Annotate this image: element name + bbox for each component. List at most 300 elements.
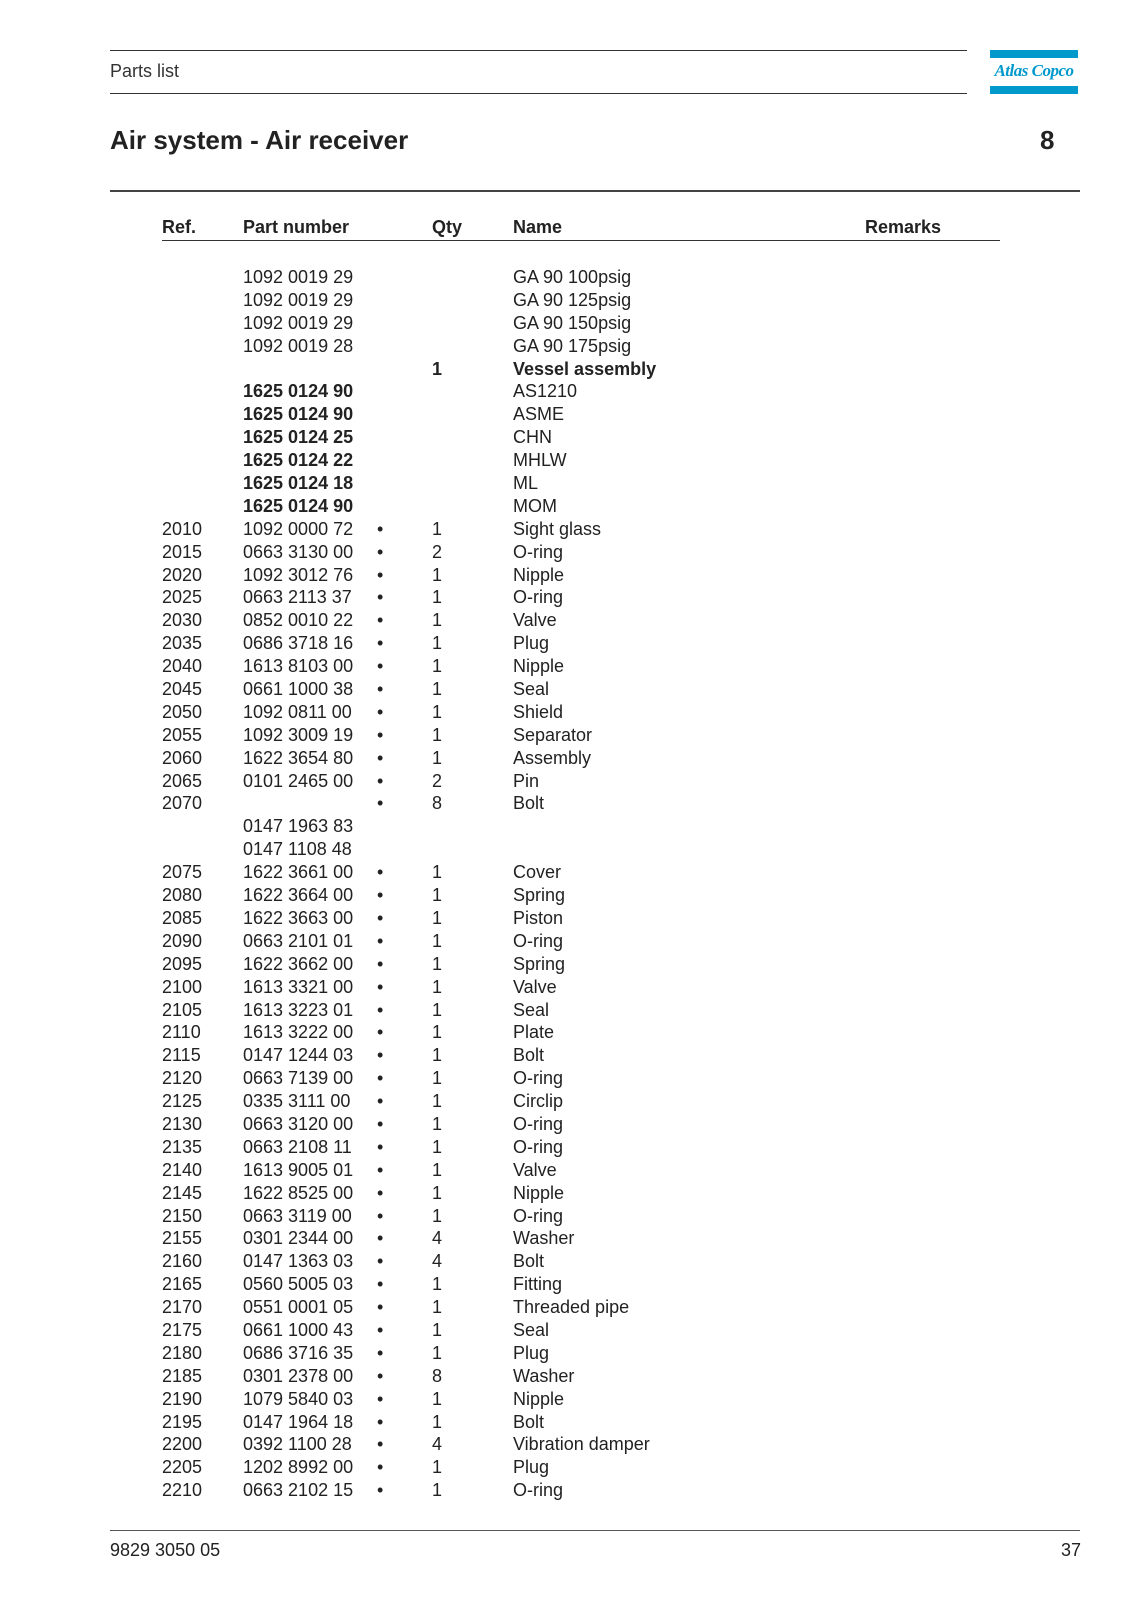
ref-cell: 2060	[162, 747, 203, 768]
name-cell: Nipple	[513, 1182, 565, 1203]
bullet-marker: •	[377, 518, 384, 539]
name-cell: O-ring	[513, 1068, 564, 1089]
table-row	[0, 1411, 1131, 1434]
part-number-cell: 0147 1963 83	[243, 816, 354, 837]
bullet-marker: •	[377, 1068, 384, 1089]
table-row	[0, 976, 1131, 999]
bullet-marker: •	[377, 1251, 384, 1272]
part-number-cell: 1622 3661 00	[243, 862, 354, 883]
ref-cell: 2180	[162, 1342, 203, 1363]
ref-cell: 2120	[162, 1068, 203, 1089]
table-row	[0, 1342, 1131, 1365]
table-row	[0, 1365, 1131, 1388]
table-row	[0, 1136, 1131, 1159]
table-row	[0, 1044, 1131, 1067]
table-row	[0, 541, 1131, 564]
ref-cell: 2135	[162, 1136, 203, 1157]
part-number-cell: 0101 2465 00	[243, 770, 354, 791]
name-cell: Vibration damper	[513, 1434, 650, 1455]
part-number-cell: 1622 3663 00	[243, 907, 354, 928]
part-number-cell: 1092 0019 29	[243, 267, 354, 287]
bullet-marker: •	[377, 564, 384, 585]
bullet-marker: •	[377, 930, 384, 951]
ref-cell: 2105	[162, 999, 203, 1020]
ref-cell: 2190	[162, 1388, 203, 1409]
table-row	[0, 472, 1131, 495]
qty-cell: 1	[432, 656, 443, 677]
name-cell: Seal	[513, 679, 550, 700]
part-number-cell: 1625 0124 90	[243, 381, 354, 402]
part-number-cell: 1622 3664 00	[243, 885, 354, 906]
bullet-marker: •	[377, 1113, 384, 1134]
ref-cell: 2100	[162, 976, 203, 997]
bullet-marker: •	[377, 1159, 384, 1180]
ref-cell: 2015	[162, 541, 203, 562]
table-row	[0, 632, 1131, 655]
ref-cell: 2200	[162, 1434, 203, 1455]
part-number-cell: 1625 0124 22	[243, 450, 354, 471]
table-row	[0, 884, 1131, 907]
ref-cell: 2170	[162, 1297, 203, 1318]
part-number-cell: 1092 0000 72	[243, 518, 354, 539]
part-number-cell: 1613 3321 00	[243, 976, 354, 997]
name-cell: Plug	[513, 633, 550, 654]
table-row	[0, 747, 1131, 770]
table-row	[0, 1159, 1131, 1182]
ref-cell: 2045	[162, 679, 203, 700]
qty-cell: 1	[432, 1342, 443, 1363]
ref-cell: 2125	[162, 1091, 203, 1112]
parts-table	[0, 266, 1131, 1502]
section-number: 8	[1040, 125, 1055, 155]
qty-cell: 1	[432, 1411, 443, 1432]
name-cell: Spring	[513, 885, 566, 906]
qty-cell: 1	[432, 1159, 443, 1180]
logo-bar-bottom	[990, 86, 1078, 94]
part-number-cell: 1092 3009 19	[243, 724, 354, 745]
logo-wordmark: Atlas Copco	[994, 61, 1074, 80]
qty-cell: 1	[432, 1297, 443, 1318]
qty-cell: 1	[432, 862, 443, 883]
bullet-marker: •	[377, 976, 384, 997]
table-row	[0, 609, 1131, 632]
table-row	[0, 1479, 1131, 1502]
name-cell: MOM	[513, 495, 557, 516]
column-header-rule	[162, 240, 1000, 241]
name-cell: O-ring	[513, 1113, 564, 1134]
name-cell: Nipple	[513, 656, 565, 677]
bullet-marker: •	[377, 1045, 384, 1066]
name-cell: Nipple	[513, 1388, 565, 1409]
bullet-marker: •	[377, 724, 384, 745]
bullet-marker: •	[377, 1411, 384, 1432]
part-number-cell: 1613 9005 01	[243, 1159, 354, 1180]
column-header-ref: Ref.	[162, 217, 197, 237]
part-number-cell: 0661 1000 43	[243, 1319, 354, 1340]
name-cell: O-ring	[513, 1480, 564, 1501]
name-cell: Plug	[513, 1457, 550, 1478]
qty-cell: 4	[432, 1434, 443, 1455]
table-row	[0, 724, 1131, 747]
bullet-marker: •	[377, 1480, 384, 1501]
qty-cell: 1	[432, 976, 443, 997]
table-row	[0, 1433, 1131, 1456]
name-cell: CHN	[513, 427, 552, 448]
bullet-marker: •	[377, 1297, 384, 1318]
header-rule-bottom	[110, 93, 967, 94]
qty-cell: 1	[432, 1091, 443, 1112]
table-row	[0, 999, 1131, 1022]
bullet-marker: •	[377, 747, 384, 768]
bullet-marker: •	[377, 633, 384, 654]
part-number-cell: 1092 0019 28	[243, 335, 354, 356]
part-number-cell: 0663 3120 00	[243, 1113, 354, 1134]
part-number-cell: 0392 1100 28	[243, 1434, 352, 1455]
table-row	[0, 953, 1131, 976]
document-number: 9829 3050 05	[110, 1540, 221, 1560]
part-number-cell: 1613 3222 00	[243, 1022, 354, 1043]
name-cell: Plate	[513, 1022, 555, 1043]
ref-cell: 2040	[162, 656, 203, 677]
ref-cell: 2075	[162, 862, 203, 883]
part-number-cell: 1622 8525 00	[243, 1182, 354, 1203]
table-row	[0, 1021, 1131, 1044]
table-row	[0, 655, 1131, 678]
qty-cell: 1	[432, 1388, 443, 1409]
ref-cell: 2210	[162, 1480, 203, 1501]
qty-cell: 1	[432, 1136, 443, 1157]
qty-cell: 1	[432, 1319, 443, 1340]
part-number-cell: 0686 3716 35	[243, 1342, 354, 1363]
name-cell: Circlip	[513, 1091, 564, 1112]
bullet-marker: •	[377, 862, 384, 883]
column-header-part-number: Part number	[243, 217, 350, 237]
table-row	[0, 358, 1131, 381]
name-cell: Valve	[513, 976, 557, 997]
table-row	[0, 770, 1131, 793]
part-number-cell: 1625 0124 90	[243, 404, 354, 425]
name-cell: Bolt	[513, 793, 545, 814]
table-row	[0, 838, 1131, 861]
name-cell: GA 90 125psig	[513, 289, 632, 310]
name-cell: Washer	[513, 1228, 575, 1249]
bullet-marker: •	[377, 701, 384, 722]
bullet-marker: •	[377, 1182, 384, 1203]
qty-cell: 1	[432, 1045, 443, 1066]
name-cell: AS1210	[513, 381, 578, 402]
part-number-cell: 0663 2108 11	[243, 1136, 352, 1157]
ref-cell: 2025	[162, 587, 203, 608]
bullet-marker: •	[377, 656, 384, 677]
name-cell: O-ring	[513, 541, 564, 562]
ref-cell: 2090	[162, 930, 203, 951]
qty-cell: 1	[432, 1068, 443, 1089]
ref-cell: 2150	[162, 1205, 203, 1226]
bullet-marker: •	[377, 1365, 384, 1386]
qty-cell: 8	[432, 1365, 443, 1386]
qty-cell: 1	[432, 358, 443, 379]
bullet-marker: •	[377, 1136, 384, 1157]
ref-cell: 2010	[162, 518, 203, 539]
part-number-cell: 0147 1108 48	[243, 839, 352, 860]
table-row	[0, 1090, 1131, 1113]
bullet-marker: •	[377, 1205, 384, 1226]
qty-cell: 1	[432, 999, 443, 1020]
qty-cell: 1	[432, 885, 443, 906]
bullet-marker: •	[377, 999, 384, 1020]
part-number-cell: 0852 0010 22	[243, 610, 354, 631]
bullet-marker: •	[377, 1228, 384, 1249]
bullet-marker: •	[377, 885, 384, 906]
table-row	[0, 1273, 1131, 1296]
qty-cell: 1	[432, 679, 443, 700]
bullet-marker: •	[377, 610, 384, 631]
part-number-cell: 1092 3012 76	[243, 564, 354, 585]
part-number-cell: 0147 1964 18	[243, 1411, 354, 1432]
name-cell: O-ring	[513, 930, 564, 951]
table-row	[0, 861, 1131, 884]
name-cell: Piston	[513, 907, 564, 928]
qty-cell: 1	[432, 930, 443, 951]
page-title: Air system - Air receiver	[110, 125, 409, 155]
qty-cell: 1	[432, 1022, 443, 1043]
bullet-marker: •	[377, 1022, 384, 1043]
bullet-marker: •	[377, 953, 384, 974]
bullet-marker: •	[377, 1319, 384, 1340]
ref-cell: 2110	[162, 1022, 201, 1043]
name-cell: MHLW	[513, 450, 567, 471]
name-cell: GA 90 100psig	[513, 267, 632, 287]
ref-cell: 2070	[162, 793, 203, 814]
header-rule-top	[110, 50, 967, 51]
table-row	[0, 1388, 1131, 1411]
table-row	[0, 1067, 1131, 1090]
part-number-cell: 0686 3718 16	[243, 633, 354, 654]
qty-cell: 1	[432, 907, 443, 928]
ref-cell: 2095	[162, 953, 203, 974]
name-cell: Valve	[513, 610, 557, 631]
part-number-cell: 0663 2113 37	[243, 587, 352, 608]
ref-cell: 2080	[162, 885, 203, 906]
table-row	[0, 1205, 1131, 1228]
table-row	[0, 426, 1131, 449]
title-rule	[110, 190, 1080, 192]
part-number-cell: 1079 5840 03	[243, 1388, 354, 1409]
ref-cell: 2130	[162, 1113, 203, 1134]
part-number-cell: 0335 3111 00	[243, 1091, 351, 1112]
bullet-marker: •	[377, 1457, 384, 1478]
bullet-marker: •	[377, 679, 384, 700]
qty-cell: 1	[432, 1113, 443, 1134]
name-cell: ML	[513, 473, 539, 494]
name-cell: Seal	[513, 1319, 550, 1340]
part-number-cell: 0663 3119 00	[243, 1205, 352, 1226]
table-row	[0, 1456, 1131, 1479]
bullet-marker: •	[377, 770, 384, 791]
table-row	[0, 1319, 1131, 1342]
table-row	[0, 586, 1131, 609]
name-cell: Plug	[513, 1342, 550, 1363]
part-number-cell: 0663 3130 00	[243, 541, 354, 562]
ref-cell: 2205	[162, 1457, 203, 1478]
table-row	[0, 792, 1131, 815]
name-cell: Bolt	[513, 1251, 545, 1272]
table-row	[0, 1250, 1131, 1273]
qty-cell: 1	[432, 1205, 443, 1226]
ref-cell: 2160	[162, 1251, 203, 1272]
name-cell: Assembly	[513, 747, 592, 768]
ref-cell: 2020	[162, 564, 203, 585]
table-row	[0, 403, 1131, 426]
name-cell: GA 90 150psig	[513, 312, 632, 333]
qty-cell: 4	[432, 1251, 443, 1272]
name-cell: Threaded pipe	[513, 1297, 630, 1318]
qty-cell: 1	[432, 1480, 443, 1501]
name-cell: Valve	[513, 1159, 557, 1180]
table-row	[0, 449, 1131, 472]
name-cell: O-ring	[513, 1205, 564, 1226]
ref-cell: 2115	[162, 1045, 201, 1066]
part-number-cell: 0663 2102 15	[243, 1480, 354, 1501]
ref-cell: 2065	[162, 770, 203, 791]
table-row	[0, 907, 1131, 930]
part-number-cell: 1092 0811 00	[243, 701, 352, 722]
ref-cell: 2165	[162, 1274, 203, 1295]
bullet-marker: •	[377, 1091, 384, 1112]
bullet-marker: •	[377, 1434, 384, 1455]
table-row	[0, 1113, 1131, 1136]
qty-cell: 1	[432, 564, 443, 585]
qty-cell: 1	[432, 747, 443, 768]
table-row	[0, 815, 1131, 838]
qty-cell: 1	[432, 587, 443, 608]
ref-cell: 2085	[162, 907, 203, 928]
qty-cell: 1	[432, 610, 443, 631]
part-number-cell: 1625 0124 25	[243, 427, 354, 448]
qty-cell: 8	[432, 793, 443, 814]
ref-cell: 2145	[162, 1182, 203, 1203]
qty-cell: 1	[432, 518, 443, 539]
part-number-cell: 0560 5005 03	[243, 1274, 354, 1295]
name-cell: Cover	[513, 862, 562, 883]
part-number-cell: 0147 1363 03	[243, 1251, 354, 1272]
table-row	[0, 266, 1131, 289]
table-row	[0, 518, 1131, 541]
name-cell: Bolt	[513, 1411, 545, 1432]
part-number-cell: 1622 3662 00	[243, 953, 354, 974]
name-cell: Vessel assembly	[513, 358, 657, 379]
qty-cell: 1	[432, 633, 443, 654]
bullet-marker: •	[377, 1274, 384, 1295]
column-header-name: Name	[513, 217, 563, 237]
part-number-cell: 0147 1244 03	[243, 1045, 354, 1066]
page-number: 37	[1060, 1540, 1081, 1560]
table-row	[0, 312, 1131, 335]
qty-cell: 1	[432, 701, 443, 722]
atlas-copco-logo	[990, 50, 1078, 94]
part-number-cell: 0663 2101 01	[243, 930, 354, 951]
name-cell: ASME	[513, 404, 565, 425]
part-number-cell: 1092 0019 29	[243, 289, 354, 310]
bullet-marker: •	[377, 1388, 384, 1409]
name-cell: Bolt	[513, 1045, 545, 1066]
table-row	[0, 701, 1131, 724]
qty-cell: 4	[432, 1228, 443, 1249]
name-cell: O-ring	[513, 1136, 564, 1157]
name-cell: Seal	[513, 999, 550, 1020]
part-number-cell: 0663 7139 00	[243, 1068, 354, 1089]
column-header-remarks: Remarks	[865, 217, 942, 237]
bullet-marker: •	[377, 587, 384, 608]
name-cell: Sight glass	[513, 518, 602, 539]
ref-cell: 2175	[162, 1319, 203, 1340]
name-cell: Shield	[513, 701, 564, 722]
column-header-qty: Qty	[432, 217, 463, 237]
part-number-cell: 1613 3223 01	[243, 999, 354, 1020]
name-cell: O-ring	[513, 587, 564, 608]
part-number-cell: 0661 1000 38	[243, 679, 354, 700]
table-row	[0, 335, 1131, 358]
qty-cell: 1	[432, 953, 443, 974]
ref-cell: 2195	[162, 1411, 203, 1432]
ref-cell: 2050	[162, 701, 203, 722]
part-number-cell: 0551 0001 05	[243, 1297, 354, 1318]
part-number-cell: 1625 0124 90	[243, 495, 354, 516]
part-number-cell: 1092 0019 29	[243, 312, 354, 333]
ref-cell: 2140	[162, 1159, 203, 1180]
name-cell: Washer	[513, 1365, 575, 1386]
name-cell: GA 90 175psig	[513, 335, 632, 356]
table-row	[0, 564, 1131, 587]
part-number-cell: 1202 8992 00	[243, 1457, 354, 1478]
table-row	[0, 1182, 1131, 1205]
ref-cell: 2185	[162, 1365, 203, 1386]
name-cell: Nipple	[513, 564, 565, 585]
name-cell: Pin	[513, 770, 540, 791]
bullet-marker: •	[377, 907, 384, 928]
ref-cell: 2055	[162, 724, 203, 745]
name-cell: Fitting	[513, 1274, 563, 1295]
ref-cell: 2155	[162, 1228, 203, 1249]
ref-cell: 2035	[162, 633, 203, 654]
table-row	[0, 495, 1131, 518]
part-number-cell: 1613 8103 00	[243, 656, 354, 677]
bullet-marker: •	[377, 541, 384, 562]
ref-cell: 2030	[162, 610, 203, 631]
table-row	[0, 1227, 1131, 1250]
name-cell: Separator	[513, 724, 593, 745]
part-number-cell: 0301 2378 00	[243, 1365, 354, 1386]
qty-cell: 2	[432, 541, 443, 562]
header-section-label: Parts list	[110, 61, 180, 81]
part-number-cell: 1622 3654 80	[243, 747, 354, 768]
part-number-cell: 0301 2344 00	[243, 1228, 354, 1249]
table-row	[0, 289, 1131, 312]
qty-cell: 1	[432, 1457, 443, 1478]
table-row	[0, 678, 1131, 701]
bullet-marker: •	[377, 793, 384, 814]
qty-cell: 1	[432, 724, 443, 745]
qty-cell: 2	[432, 770, 443, 791]
footer-rule	[110, 1530, 1080, 1531]
table-row	[0, 380, 1131, 403]
table-row	[0, 930, 1131, 953]
qty-cell: 1	[432, 1274, 443, 1295]
bullet-marker: •	[377, 1342, 384, 1363]
part-number-cell: 1625 0124 18	[243, 473, 354, 494]
table-row	[0, 1296, 1131, 1319]
logo-bar-top	[990, 50, 1078, 58]
